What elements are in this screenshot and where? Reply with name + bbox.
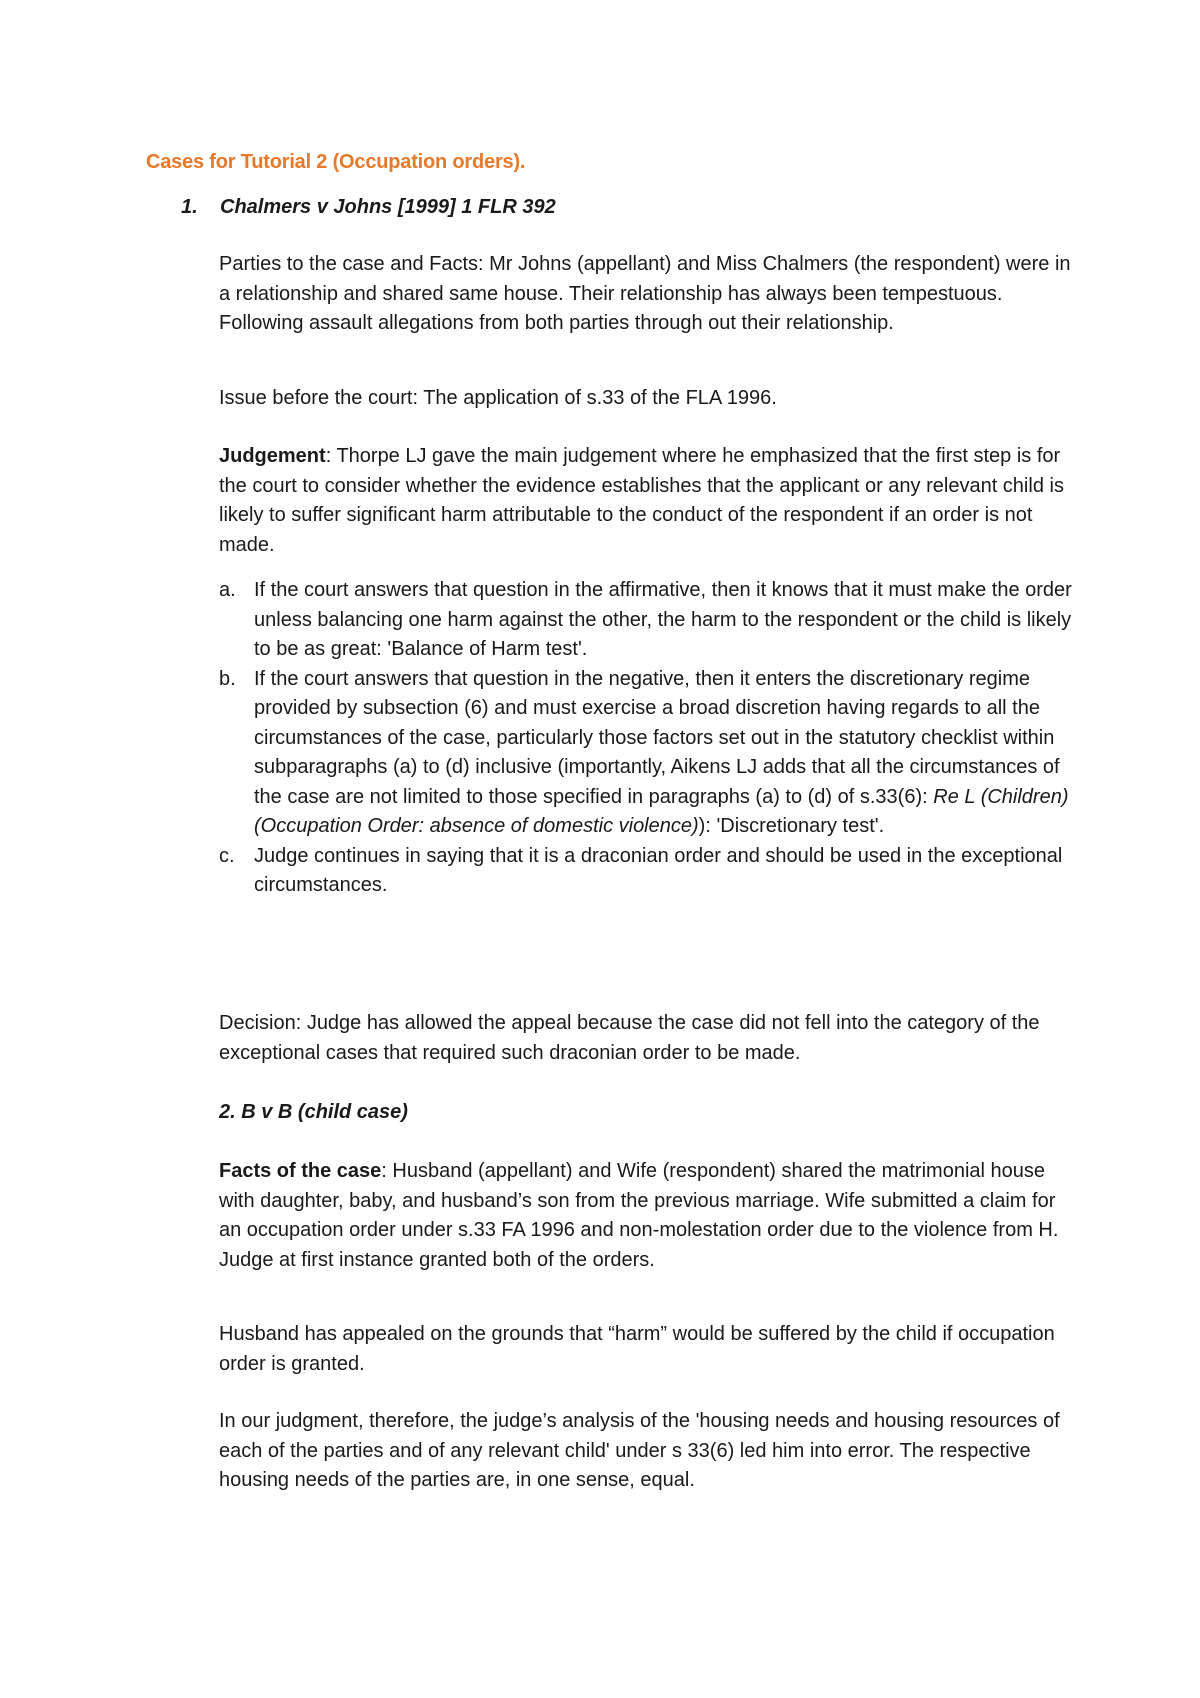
list-item-text: If the court answers that question in the negative, then it enters the discretionary regime provided by subsection (6) and must exercise a broad discretion having regards to all the circumstances of the case, particularly those factors set out in the statutory checklist within subparagraphs (a) to (d) inclusive (importantly, Aikens LJ adds that all the circumstances of the case are not limited to those specified in paragraphs (a) to (d) of s.33(6): (254, 667, 1060, 808)
case-1-decision: Decision: Judge has allowed the appeal because the case did not fell into the category of the exceptional cases that required such draconian order to be made. (219, 1012, 1040, 1064)
list-item-text: Judge continues in saying that it is a draconian order and should be used in the exceptional circumstances. (254, 844, 1063, 896)
case-2-appeal: Husband has appealed on the grounds that “harm” would be suffered by the child if occupation order is granted. (219, 1323, 1055, 1375)
list-item (219, 576, 1079, 665)
case-1-issue: Issue before the court: The application of s.33 of the FLA 1996. (219, 387, 777, 409)
case-1-judgement (219, 442, 1079, 560)
list-item (219, 842, 1079, 901)
case-1-points-list (219, 576, 1079, 901)
facts-label: Facts of the case (219, 1160, 382, 1182)
judgement-label: Judgement (219, 445, 326, 467)
case-1-facts: Parties to the case and Facts: Mr Johns (appellant) and Miss Chalmers (the respondent) were in a relationship and shared same house. Their relationship has always been tempestuous. Following assault allegations from both parties through out their relationship. (219, 253, 1071, 334)
case-citation: Re L (Children) (Occupation Order: absence of domestic violence) (254, 785, 1069, 837)
case-2-heading: 2. B v B (child case) (219, 1101, 408, 1123)
list-marker: b. (219, 667, 236, 690)
case-2-facts (219, 1157, 1079, 1275)
list-item-text-end: ): 'Discretionary test'. (698, 815, 885, 837)
list-marker: a. (219, 579, 236, 601)
case-2-judgment: In our judgment, therefore, the judge’s analysis of the 'housing needs and housing resources of each of the parties and of any relevant child' under s 33(6) led him into error. The respective housing needs of the parties are, in one sense, equal. (219, 1410, 1060, 1491)
case-1-number: 1. (181, 196, 198, 218)
list-item (219, 665, 1079, 842)
list-marker: c. (219, 844, 235, 867)
case-1-title: Chalmers v Johns [1999] 1 FLR 392 (220, 196, 556, 218)
list-item-text: If the court answers that question in the affirmative, then it knows that it must make the order unless balancing one harm against the other, the harm to the respondent or the child is likely to be as great: 'Balance of Harm test'. (254, 579, 1072, 660)
case-1-heading (181, 193, 556, 223)
facts-text: : Husband (appellant) and Wife (respondent) shared the matrimonial house with daughter, baby, and husband’s son from the previous marriage. Wife submitted a claim for an occupation order under s.33 FA 1996 and non-molestation order due to the violence from H. Judge at first instance granted both of the orders. (219, 1160, 1059, 1271)
judgement-text: : Thorpe LJ gave the main judgement where he emphasized that the first step is for the court to consider whether the evidence establishes that the applicant or any relevant child is likely to suffer significant harm attributable to the conduct of the respondent if an order is not made. (219, 445, 1064, 556)
document-title: Cases for Tutorial 2 (Occupation orders). (146, 151, 526, 173)
